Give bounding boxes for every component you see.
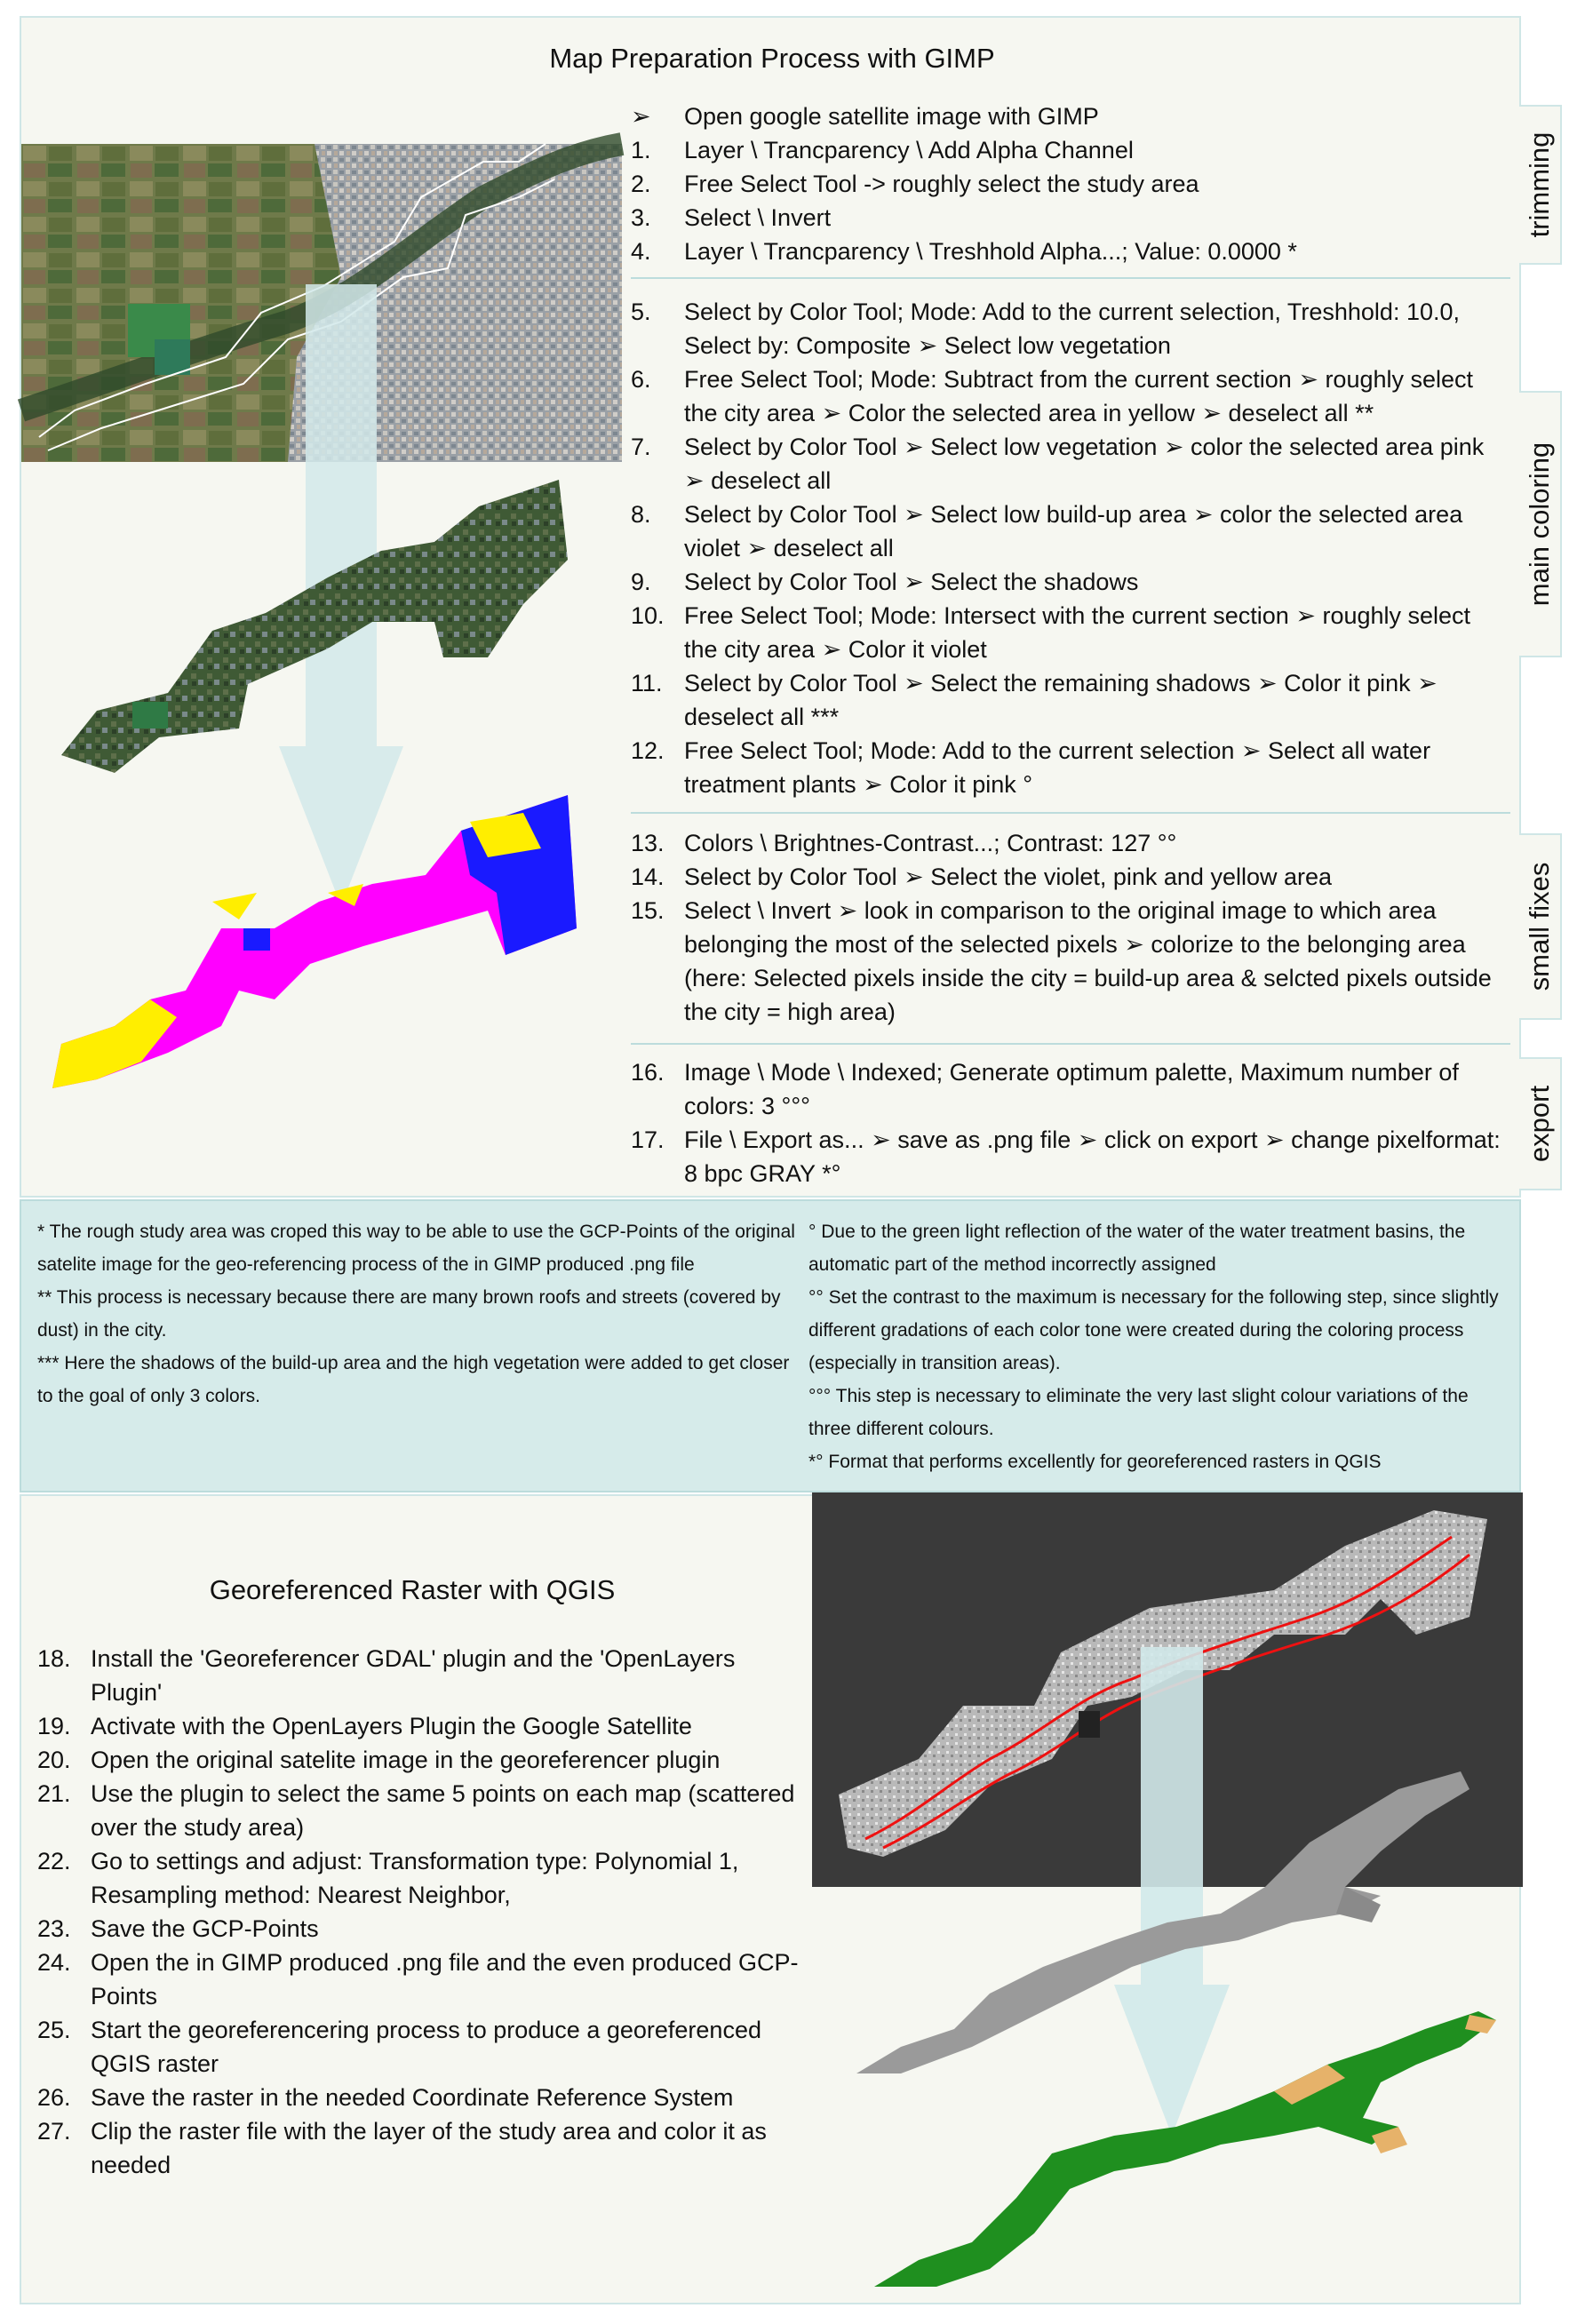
footnote: * The rough study area was croped this way to be able to use the GCP-Points of the original satelite image for the geo-referencing process of the in GIMP produced .png file bbox=[37, 1222, 795, 1275]
list-item: 21. Use the plugin to select the same 5 points on each map (scattered over the study area) bbox=[37, 1780, 795, 1841]
footnotes-panel bbox=[20, 1199, 1521, 1492]
footnote: *° Format that performs excellently for georeferenced rasters in QGIS bbox=[808, 1452, 1382, 1472]
list-item: 22. Go to settings and adjust: Transformation type: Polynomial 1, Resampling method: Nearest Neighbor, bbox=[37, 1848, 739, 1908]
list-item: 14. Select by Color Tool ➢ Select the violet, pink and yellow area bbox=[631, 864, 1333, 890]
footnote: *** Here the shadows of the build-up area and the high vegetation were added to get closer to the goal of only 3 colors. bbox=[37, 1353, 790, 1406]
list-item: 23. Save the GCP-Points bbox=[37, 1915, 319, 1942]
list-item: 17. File \ Export as... ➢ save as .png file ➢ click on export ➢ change pixelformat: 8 bpc GRAY *° bbox=[631, 1126, 1501, 1187]
list-item: 12. Free Select Tool; Mode: Add to the current selection ➢ Select all water treatment plants ➢ Color it pink ° bbox=[631, 737, 1431, 798]
footnote: ** This process is necessary because there are many brown roofs and streets (covered by dust) in the city. bbox=[37, 1287, 781, 1341]
list-item: 6. Free Select Tool; Mode: Subtract from the current section ➢ roughly select the city area ➢ Color the selected area in yellow ➢ deselect all ** bbox=[631, 366, 1474, 426]
list-item: 9. Select by Color Tool ➢ Select the shadows bbox=[631, 569, 1139, 595]
list-item: 15. Select \ Invert ➢ look in comparison to the original image to which area belonging the most of the selected pixels ➢ colorize to the belonging area (here: Selected pixels inside the city = build-up area & selcted pixels outside the city = high area) bbox=[631, 897, 1492, 1025]
gimp-steps bbox=[631, 99, 1510, 268]
colored-image bbox=[44, 795, 630, 1115]
tab-trimming: trimming bbox=[1519, 105, 1562, 265]
list-item: 4. Layer \ Trancparency \ Treshhold Alpha...; Value: 0.0000 * bbox=[631, 238, 1297, 265]
footnotes-left bbox=[37, 1215, 801, 1413]
list-item: 13. Colors \ Brightnes-Contrast...; Contrast: 127 °° bbox=[631, 830, 1177, 856]
list-item: 11. Select by Color Tool ➢ Select the remaining shadows ➢ Color it pink ➢ deselect all *** bbox=[631, 670, 1438, 730]
gimp-steps-export bbox=[631, 1055, 1510, 1190]
footnote: °°° This step is necessary to eliminate the very last slight colour variations of the three different colours. bbox=[808, 1386, 1469, 1439]
list-item: 19. Activate with the OpenLayers Plugin the Google Satellite bbox=[37, 1713, 692, 1739]
list-item: 26. Save the raster in the needed Coordinate Reference System bbox=[37, 2084, 734, 2111]
list-item: 16. Image \ Mode \ Indexed; Generate optimum palette, Maximum number of colors: 3 °°° bbox=[631, 1059, 1459, 1119]
divider bbox=[631, 1043, 1510, 1045]
bullet-icon: ➢ bbox=[631, 103, 651, 130]
list-item: 2. Free Select Tool -> roughly select the study area bbox=[631, 171, 1199, 197]
list-item: ➢ Open google satellite image with GIMP bbox=[631, 99, 1510, 133]
qgis-steps bbox=[37, 1642, 801, 2182]
list-item: 10. Free Select Tool; Mode: Intersect with the current section ➢ roughly select the city area ➢ Color it violet bbox=[631, 602, 1471, 663]
list-item: 27. Clip the raster file with the layer of the study area and color it as needed bbox=[37, 2118, 767, 2178]
list-item: 3. Select \ Invert bbox=[631, 204, 832, 231]
gimp-steps-coloring bbox=[631, 295, 1510, 801]
green-raster bbox=[848, 2002, 1523, 2296]
list-item: 7. Select by Color Tool ➢ Select low vegetation ➢ color the selected area pink ➢ deselect all bbox=[631, 434, 1485, 494]
qgis-panel bbox=[20, 1494, 1521, 2304]
list-item: 1. Layer \ Trancparency \ Add Alpha Channel bbox=[631, 137, 1134, 163]
list-item: 24. Open the in GIMP produced .png file and the even produced GCP-Points bbox=[37, 1949, 799, 2010]
tab-main-coloring: main coloring bbox=[1519, 391, 1562, 657]
list-item: 18. Install the 'Georeferencer GDAL' plugin and the 'OpenLayers Plugin' bbox=[37, 1645, 736, 1706]
footnote: ° Due to the green light reflection of the water of the water treatment basins, the automatic part of the method incorrectly assigned bbox=[808, 1222, 1466, 1275]
divider bbox=[631, 812, 1510, 814]
gimp-title: Map Preparation Process with GIMP bbox=[549, 43, 995, 74]
list-item: 20. Open the original satelite image in the georeferencer plugin bbox=[37, 1747, 721, 1773]
gimp-panel bbox=[20, 16, 1521, 1198]
gimp-steps-fixes bbox=[631, 826, 1510, 1029]
footnotes-right bbox=[808, 1215, 1510, 1478]
list-item: 8. Select by Color Tool ➢ Select low build-up area ➢ color the selected area violet ➢ deselect all bbox=[631, 501, 1463, 561]
list-item: 5. Select by Color Tool; Mode: Add to the current selection, Treshhold: 10.0, Select by: Composite ➢ Select low vegetation bbox=[631, 298, 1461, 359]
list-item: 25. Start the georeferencering process to produce a georeferenced QGIS raster bbox=[37, 2017, 761, 2077]
qgis-title: Georeferenced Raster with QGIS bbox=[209, 1574, 616, 1605]
tab-small-fixes: small fixes bbox=[1519, 833, 1562, 1020]
tab-export: export bbox=[1519, 1057, 1562, 1190]
trimmed-image bbox=[61, 480, 612, 782]
footnote: °° Set the contrast to the maximum is necessary for the following step, since slightly different gradations of each color tone were created during the coloring process (especially in transition areas). bbox=[808, 1287, 1499, 1373]
divider bbox=[631, 277, 1510, 279]
